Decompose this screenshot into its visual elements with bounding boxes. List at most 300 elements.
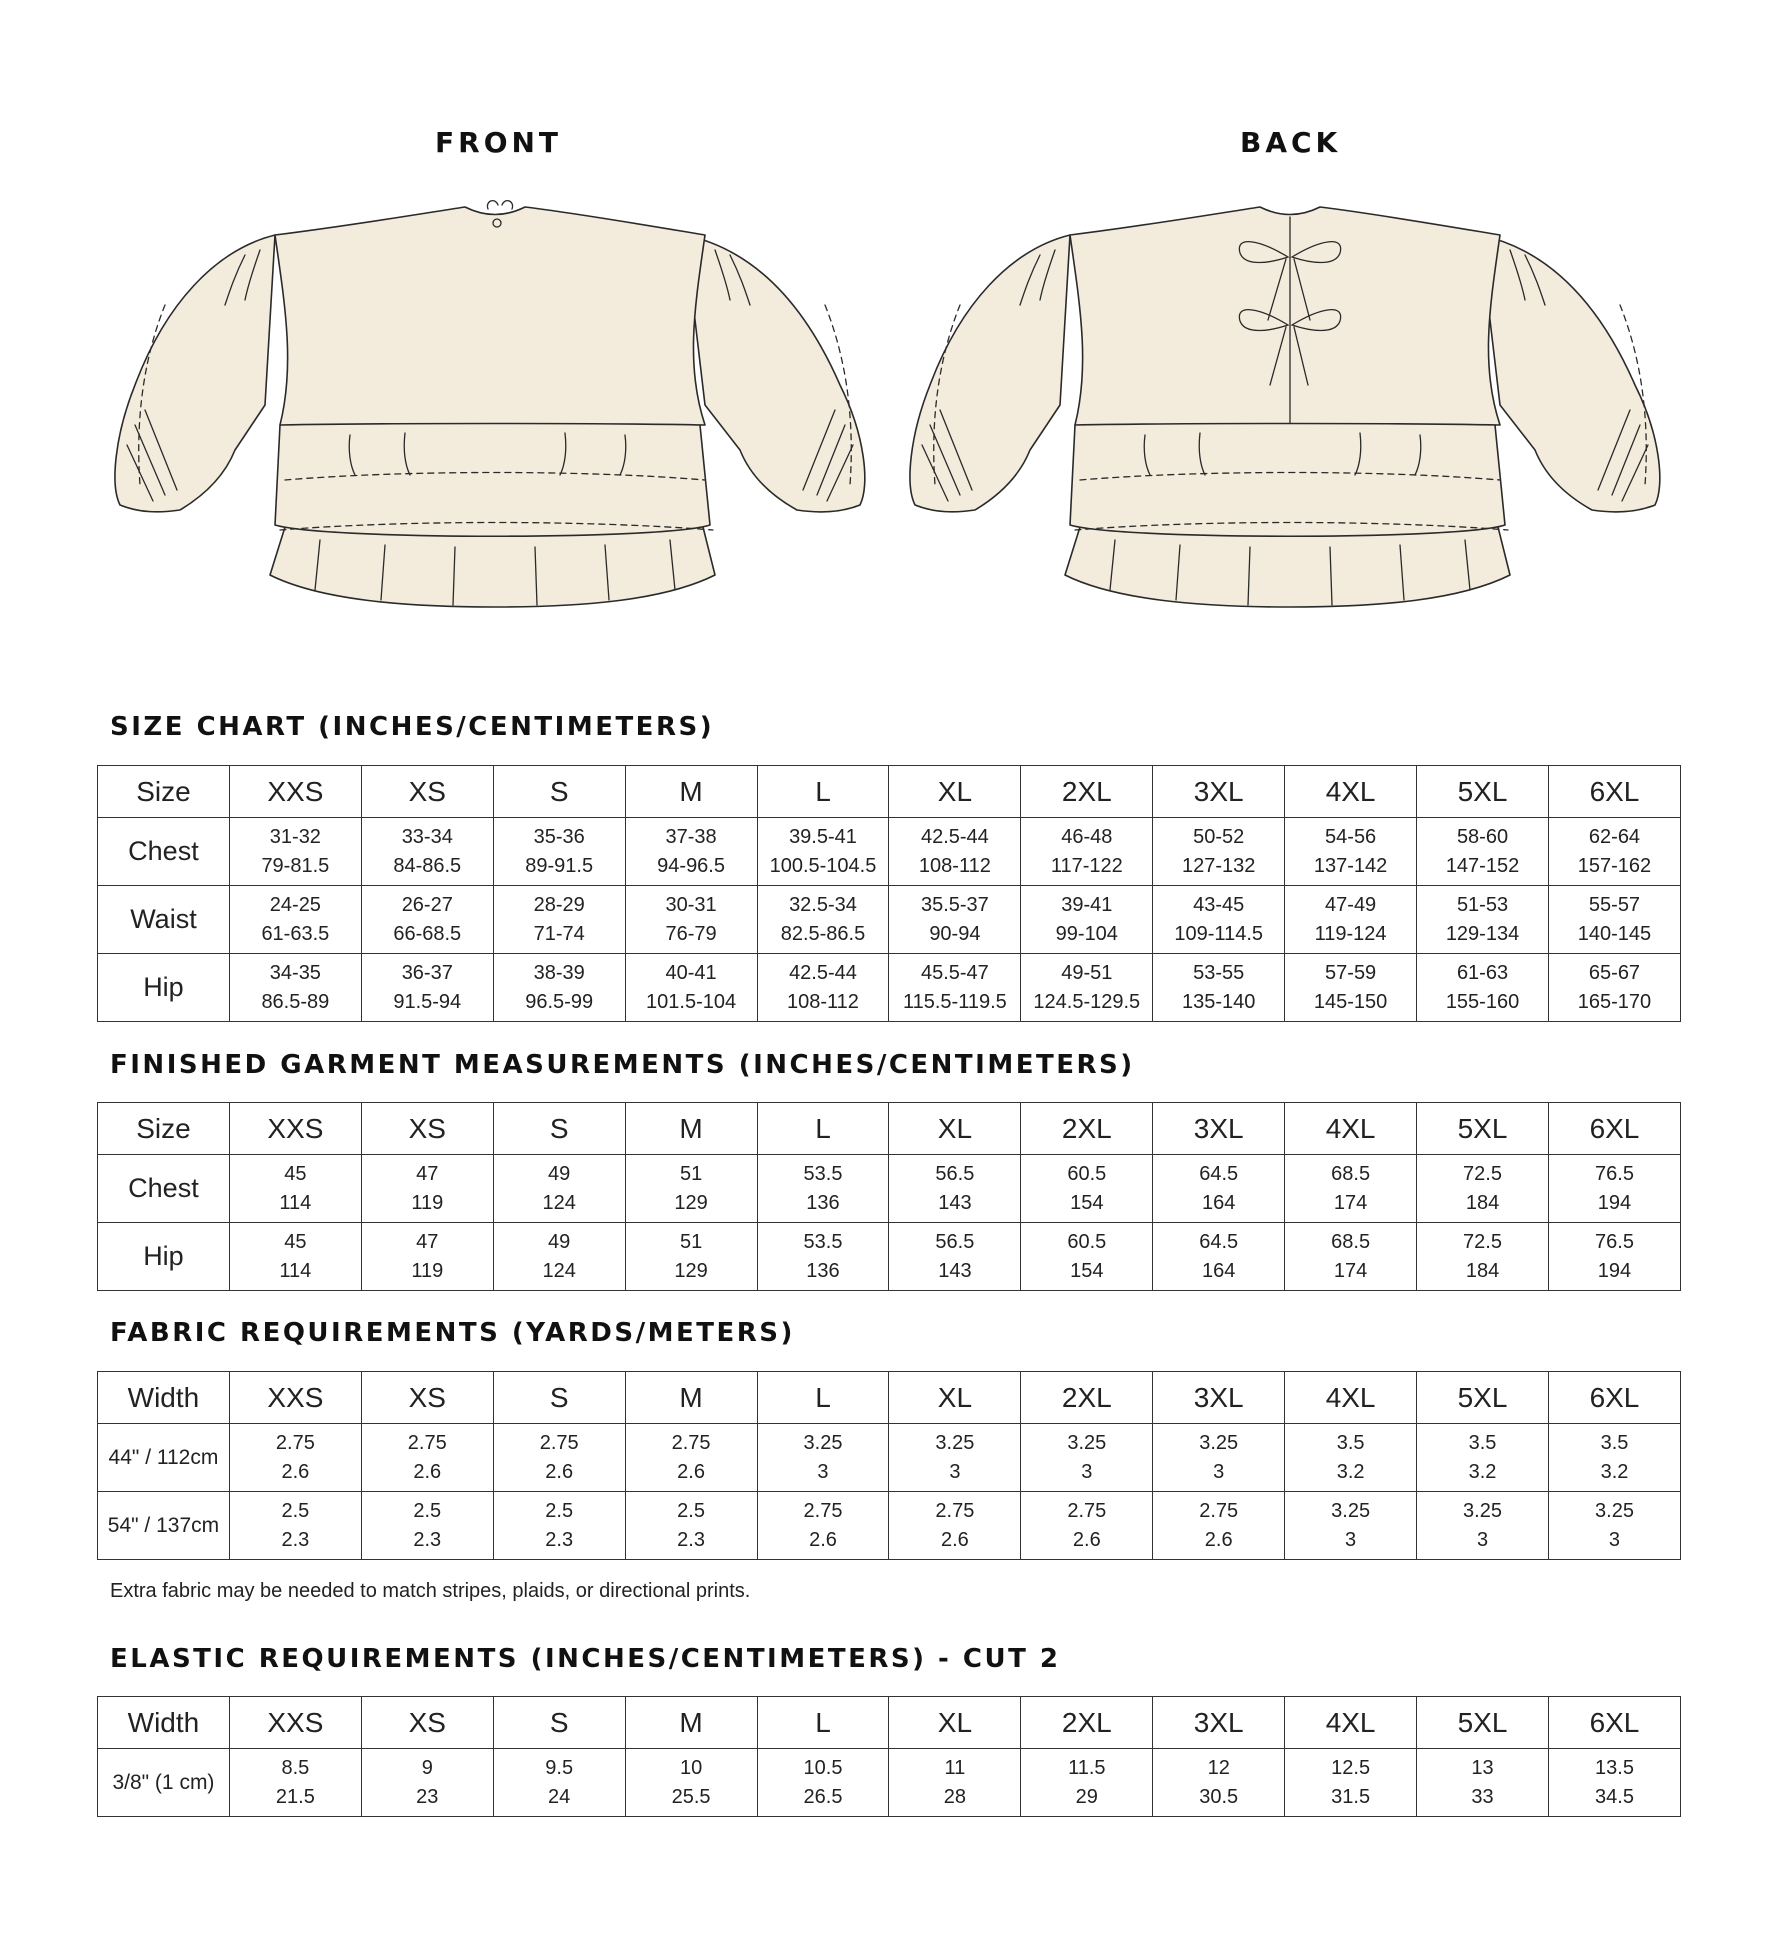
metric-value: 23 [416, 1785, 439, 1808]
table-header-row [98, 766, 1681, 818]
table-header-row [98, 1103, 1681, 1155]
metric-value: 89-91.5 [525, 854, 594, 877]
value-cell [1548, 954, 1680, 1022]
value-cell [493, 954, 625, 1022]
value-cell [361, 886, 493, 954]
metric-value: 71-74 [533, 922, 585, 945]
imperial-value: 37-38 [665, 825, 717, 848]
imperial-value: 34-35 [269, 961, 321, 984]
metric-value: 82.5-86.5 [780, 922, 866, 945]
value-cell [889, 1424, 1021, 1492]
value-cell [1417, 954, 1549, 1022]
value-cell [229, 886, 361, 954]
metric-value: 124 [542, 1259, 576, 1282]
value-cell [493, 886, 625, 954]
imperial-value: 62-64 [1588, 825, 1641, 848]
header-label-cell: Size [98, 1103, 230, 1155]
metric-value: 3 [1213, 1460, 1225, 1483]
imperial-value: 56.5 [935, 1230, 975, 1253]
table-row [98, 1155, 1681, 1223]
header-size-cell: XS [361, 1697, 493, 1749]
metric-value: 26.5 [803, 1785, 843, 1808]
metric-value: 174 [1333, 1191, 1368, 1214]
value-cell [1285, 886, 1417, 954]
metric-value: 129-134 [1445, 922, 1520, 945]
value-cell [1548, 1155, 1680, 1223]
imperial-value: 10.5 [803, 1756, 843, 1779]
metric-value: 136 [806, 1191, 840, 1214]
value-cell [229, 818, 361, 886]
header-size-cell: M [625, 1103, 757, 1155]
metric-value: 135-140 [1182, 990, 1256, 1013]
value-cell [1548, 1749, 1680, 1817]
value-cell [757, 1155, 889, 1223]
imperial-value: 3.25 [1331, 1499, 1371, 1522]
imperial-value: 32.5-34 [789, 893, 857, 916]
table-header-row [98, 1372, 1681, 1424]
value-cell [625, 1749, 757, 1817]
metric-value: 86.5-89 [261, 990, 330, 1013]
imperial-value: 47-49 [1325, 893, 1377, 916]
imperial-value: 40-41 [665, 961, 717, 984]
metric-value: 124 [542, 1191, 576, 1214]
metric-value: 79-81.5 [261, 854, 330, 877]
metric-value: 164 [1202, 1259, 1236, 1282]
header-size-cell: XXS [229, 1103, 361, 1155]
imperial-value: 56.5 [935, 1162, 975, 1185]
imperial-value: 35-36 [533, 825, 585, 848]
header-size-cell: 4XL [1285, 1697, 1417, 1749]
value-cell [493, 1223, 625, 1291]
value-cell [625, 886, 757, 954]
metric-value: 124.5-129.5 [1033, 990, 1141, 1013]
value-cell [1285, 1155, 1417, 1223]
header-size-cell: M [625, 766, 757, 818]
header-size-cell: XXS [229, 1372, 361, 1424]
metric-value: 94-96.5 [657, 854, 725, 877]
header-size-cell: S [493, 1697, 625, 1749]
imperial-value: 50-52 [1193, 825, 1245, 848]
imperial-value: 3.5 [1468, 1431, 1497, 1454]
header-size-cell: XL [889, 1103, 1021, 1155]
value-cell [625, 818, 757, 886]
metric-value: 108-112 [787, 990, 859, 1013]
metric-value: 136 [806, 1259, 840, 1282]
value-cell [1548, 886, 1680, 954]
header-size-cell: S [493, 766, 625, 818]
imperial-value: 3.5 [1600, 1431, 1629, 1454]
imperial-value: 13.5 [1595, 1756, 1634, 1779]
imperial-value: 30-31 [665, 893, 717, 916]
metric-value: 143 [938, 1259, 972, 1282]
metric-value: 101.5-104 [646, 990, 737, 1013]
value-cell [1153, 1749, 1285, 1817]
imperial-value: 3.5 [1336, 1431, 1365, 1454]
value-cell [493, 1424, 625, 1492]
imperial-value: 2.5 [677, 1499, 705, 1522]
imperial-value: 2.5 [545, 1499, 574, 1522]
value-cell [889, 1155, 1021, 1223]
imperial-value: 13 [1471, 1756, 1494, 1779]
imperial-value: 57-59 [1325, 961, 1377, 984]
metric-value: 3 [949, 1460, 961, 1483]
metric-value: 114 [279, 1191, 312, 1214]
metric-value: 66-68.5 [393, 922, 462, 945]
metric-value: 61-63.5 [261, 922, 330, 945]
table-row [98, 1749, 1681, 1817]
imperial-value: 2.5 [281, 1499, 310, 1522]
metric-value: 164 [1202, 1191, 1236, 1214]
row-label-cell: Hip [98, 1223, 230, 1291]
metric-value: 2.6 [940, 1528, 969, 1551]
header-size-cell: XS [361, 1103, 493, 1155]
header-size-cell: 5XL [1417, 1372, 1549, 1424]
metric-value: 91.5-94 [393, 990, 462, 1013]
imperial-value: 51 [679, 1162, 703, 1185]
metric-value: 33 [1471, 1785, 1494, 1808]
metric-value: 119 [411, 1191, 444, 1214]
value-cell [1153, 1223, 1285, 1291]
value-cell [229, 1749, 361, 1817]
header-label-cell: Width [98, 1697, 230, 1749]
metric-value: 115.5-119.5 [902, 990, 1007, 1013]
header-label-cell: Size [98, 766, 230, 818]
metric-value: 3.2 [1600, 1460, 1629, 1483]
imperial-value: 3.25 [1463, 1499, 1502, 1522]
metric-value: 3 [1476, 1528, 1489, 1551]
metric-value: 90-94 [929, 922, 981, 945]
imperial-value: 3.25 [1199, 1431, 1239, 1454]
header-size-cell: 6XL [1548, 1372, 1680, 1424]
metric-value: 137-142 [1313, 854, 1388, 877]
header-size-cell: 5XL [1417, 766, 1549, 818]
metric-value: 147-152 [1445, 854, 1520, 877]
imperial-value: 60.5 [1067, 1162, 1107, 1185]
metric-value: 99-104 [1055, 922, 1118, 945]
table-row [98, 818, 1681, 886]
value-cell [625, 1492, 757, 1560]
value-cell [493, 1749, 625, 1817]
elastic-requirements-title: ELASTIC REQUIREMENTS (INCHES/CENTIMETERS) - CUT 2 [110, 1644, 1061, 1674]
imperial-value: 11.5 [1068, 1756, 1106, 1779]
metric-value: 117-122 [1050, 854, 1123, 877]
header-size-cell: L [757, 1103, 889, 1155]
header-size-cell: 6XL [1548, 1103, 1680, 1155]
imperial-value: 49-51 [1061, 961, 1113, 984]
header-size-cell: 2XL [1021, 766, 1153, 818]
imperial-value: 12.5 [1331, 1756, 1371, 1779]
value-cell [625, 1155, 757, 1223]
header-size-cell: L [757, 1372, 889, 1424]
imperial-value: 49 [548, 1230, 571, 1253]
imperial-value: 60.5 [1067, 1230, 1107, 1253]
metric-value: 76-79 [665, 922, 717, 945]
value-cell [1548, 1492, 1680, 1560]
header-size-cell: M [625, 1372, 757, 1424]
metric-value: 140-145 [1577, 922, 1652, 945]
value-cell [361, 1424, 493, 1492]
imperial-value: 3.25 [935, 1431, 975, 1454]
imperial-value: 54-56 [1325, 825, 1377, 848]
metric-value: 2.6 [809, 1528, 837, 1551]
value-cell [1417, 1492, 1549, 1560]
value-cell [493, 818, 625, 886]
header-size-cell: 4XL [1285, 766, 1417, 818]
imperial-value: 39-41 [1061, 893, 1113, 916]
value-cell [625, 1223, 757, 1291]
value-cell [1285, 954, 1417, 1022]
metric-value: 2.3 [545, 1528, 574, 1551]
metric-value: 145-150 [1313, 990, 1388, 1013]
value-cell [889, 1492, 1021, 1560]
header-size-cell: 6XL [1548, 1697, 1680, 1749]
header-size-cell: S [493, 1103, 625, 1155]
metric-value: 96.5-99 [525, 990, 594, 1013]
imperial-value: 46-48 [1061, 825, 1113, 848]
header-size-cell: XL [889, 1697, 1021, 1749]
header-size-cell: 5XL [1417, 1697, 1549, 1749]
metric-value: 2.3 [281, 1528, 310, 1551]
finished-measurements-title: FINISHED GARMENT MEASUREMENTS (INCHES/CENTIMETERS) [110, 1050, 1135, 1080]
header-size-cell: 2XL [1021, 1697, 1153, 1749]
value-cell [1285, 1424, 1417, 1492]
row-label-cell: 54" / 137cm [98, 1492, 230, 1560]
back-garment-illustration [900, 195, 1680, 615]
value-cell [1153, 1155, 1285, 1223]
value-cell [889, 1749, 1021, 1817]
value-cell [1417, 886, 1549, 954]
metric-value: 31.5 [1331, 1785, 1371, 1808]
metric-value: 3.2 [1468, 1460, 1497, 1483]
imperial-value: 68.5 [1331, 1230, 1371, 1253]
value-cell [361, 1492, 493, 1560]
table-row [98, 886, 1681, 954]
metric-value: 184 [1465, 1259, 1500, 1282]
row-label-cell: Hip [98, 954, 230, 1022]
metric-value: 2.3 [677, 1528, 705, 1551]
value-cell [1021, 886, 1153, 954]
value-cell [1285, 1223, 1417, 1291]
metric-value: 194 [1597, 1259, 1632, 1282]
header-size-cell: L [757, 1697, 889, 1749]
imperial-value: 49 [548, 1162, 571, 1185]
metric-value: 127-132 [1182, 854, 1256, 877]
header-label-cell: Width [98, 1372, 230, 1424]
imperial-value: 47 [416, 1162, 439, 1185]
value-cell [1548, 818, 1680, 886]
imperial-value: 24-25 [269, 893, 321, 916]
front-view-label: FRONT [435, 126, 563, 159]
metric-value: 114 [279, 1259, 312, 1282]
fabric-note: Extra fabric may be needed to match stripes, plaids, or directional prints. [110, 1580, 751, 1602]
value-cell [1548, 1223, 1680, 1291]
imperial-value: 8.5 [281, 1756, 310, 1779]
imperial-value: 11 [944, 1756, 966, 1779]
value-cell [1021, 954, 1153, 1022]
metric-value: 119 [411, 1259, 444, 1282]
value-cell [361, 1749, 493, 1817]
imperial-value: 26-27 [401, 893, 453, 916]
imperial-value: 3.25 [1067, 1431, 1107, 1454]
metric-value: 24 [548, 1785, 571, 1808]
metric-value: 154 [1070, 1259, 1104, 1282]
imperial-value: 36-37 [401, 961, 453, 984]
imperial-value: 42.5-44 [789, 961, 857, 984]
header-size-cell: 3XL [1153, 1372, 1285, 1424]
value-cell [1417, 1223, 1549, 1291]
value-cell [1021, 1749, 1153, 1817]
metric-value: 2.6 [677, 1460, 705, 1483]
metric-value: 30.5 [1199, 1785, 1239, 1808]
imperial-value: 3.25 [803, 1431, 843, 1454]
imperial-value: 45 [284, 1230, 307, 1253]
value-cell [889, 1223, 1021, 1291]
header-size-cell: L [757, 766, 889, 818]
imperial-value: 10 [679, 1756, 703, 1779]
value-cell [757, 1492, 889, 1560]
value-cell [1153, 1492, 1285, 1560]
imperial-value: 31-32 [269, 825, 321, 848]
imperial-value: 38-39 [533, 961, 585, 984]
metric-value: 2.3 [413, 1528, 442, 1551]
imperial-value: 53.5 [803, 1162, 843, 1185]
metric-value: 119-124 [1314, 922, 1387, 945]
value-cell [889, 886, 1021, 954]
value-cell [361, 818, 493, 886]
imperial-value: 72.5 [1463, 1162, 1502, 1185]
imperial-value: 45.5-47 [920, 961, 989, 984]
metric-value: 129 [674, 1191, 708, 1214]
header-size-cell: 5XL [1417, 1103, 1549, 1155]
value-cell [229, 1155, 361, 1223]
table-row [98, 954, 1681, 1022]
front-garment-illustration [105, 195, 885, 615]
imperial-value: 2.75 [275, 1431, 315, 1454]
metric-value: 155-160 [1445, 990, 1520, 1013]
imperial-value: 33-34 [401, 825, 453, 848]
metric-value: 165-170 [1577, 990, 1652, 1013]
header-size-cell: XXS [229, 1697, 361, 1749]
metric-value: 25.5 [671, 1785, 711, 1808]
value-cell [757, 1223, 889, 1291]
value-cell [1021, 1155, 1153, 1223]
imperial-value: 47 [416, 1230, 439, 1253]
value-cell [1153, 1424, 1285, 1492]
metric-value: 184 [1465, 1191, 1500, 1214]
value-cell [229, 1424, 361, 1492]
value-cell [1153, 954, 1285, 1022]
value-cell [361, 954, 493, 1022]
row-label-cell: 3/8" (1 cm) [98, 1749, 230, 1817]
size-chart-table [97, 765, 1681, 1022]
value-cell [229, 954, 361, 1022]
value-cell [757, 886, 889, 954]
header-size-cell: 3XL [1153, 1697, 1285, 1749]
header-size-cell: 2XL [1021, 1103, 1153, 1155]
imperial-value: 2.75 [539, 1431, 579, 1454]
metric-value: 194 [1597, 1191, 1632, 1214]
value-cell [757, 1424, 889, 1492]
elastic-requirements-table [97, 1696, 1681, 1817]
row-label-cell: Waist [98, 886, 230, 954]
back-view-label: BACK [1240, 126, 1342, 159]
metric-value: 28 [943, 1785, 967, 1808]
imperial-value: 68.5 [1331, 1162, 1371, 1185]
value-cell [1285, 818, 1417, 886]
value-cell [889, 818, 1021, 886]
value-cell [1021, 1492, 1153, 1560]
value-cell [1417, 1155, 1549, 1223]
imperial-value: 2.75 [671, 1431, 711, 1454]
value-cell [1153, 818, 1285, 886]
imperial-value: 58-60 [1456, 825, 1509, 848]
imperial-value: 53-55 [1193, 961, 1245, 984]
imperial-value: 2.75 [407, 1431, 447, 1454]
header-size-cell: M [625, 1697, 757, 1749]
value-cell [625, 1424, 757, 1492]
value-cell [757, 818, 889, 886]
value-cell [625, 954, 757, 1022]
imperial-value: 2.75 [1067, 1499, 1107, 1522]
metric-value: 21.5 [275, 1785, 315, 1808]
imperial-value: 35.5-37 [920, 893, 989, 916]
table-row [98, 1223, 1681, 1291]
row-label-cell: Chest [98, 818, 230, 886]
imperial-value: 45 [284, 1162, 307, 1185]
metric-value: 2.6 [281, 1460, 310, 1483]
size-chart-title: SIZE CHART (INCHES/CENTIMETERS) [110, 712, 715, 742]
fabric-requirements-title: FABRIC REQUIREMENTS (YARDS/METERS) [110, 1318, 795, 1348]
value-cell [229, 1223, 361, 1291]
metric-value: 2.6 [413, 1460, 442, 1483]
value-cell [493, 1492, 625, 1560]
metric-value: 129 [674, 1259, 708, 1282]
metric-value: 29 [1075, 1785, 1098, 1808]
header-size-cell: 6XL [1548, 766, 1680, 818]
value-cell [361, 1155, 493, 1223]
table-header-row [98, 1697, 1681, 1749]
value-cell [1417, 818, 1549, 886]
imperial-value: 55-57 [1588, 893, 1641, 916]
metric-value: 3.2 [1336, 1460, 1365, 1483]
value-cell [889, 954, 1021, 1022]
imperial-value: 9 [421, 1756, 433, 1779]
imperial-value: 76.5 [1595, 1162, 1634, 1185]
imperial-value: 42.5-44 [920, 825, 989, 848]
imperial-value: 64.5 [1199, 1230, 1239, 1253]
header-size-cell: XXS [229, 766, 361, 818]
imperial-value: 72.5 [1463, 1230, 1502, 1253]
imperial-value: 9.5 [545, 1756, 574, 1779]
imperial-value: 2.5 [413, 1499, 442, 1522]
metric-value: 3 [817, 1460, 829, 1483]
metric-value: 157-162 [1577, 854, 1652, 877]
fabric-requirements-table [97, 1371, 1681, 1560]
imperial-value: 2.75 [1199, 1499, 1239, 1522]
table-row [98, 1424, 1681, 1492]
value-cell [757, 1749, 889, 1817]
metric-value: 2.6 [545, 1460, 574, 1483]
imperial-value: 12 [1207, 1756, 1230, 1779]
metric-value: 84-86.5 [393, 854, 462, 877]
header-size-cell: 4XL [1285, 1372, 1417, 1424]
value-cell [1285, 1492, 1417, 1560]
imperial-value: 3.25 [1595, 1499, 1634, 1522]
row-label-cell: 44" / 112cm [98, 1424, 230, 1492]
row-label-cell: Chest [98, 1155, 230, 1223]
metric-value: 3 [1345, 1528, 1357, 1551]
metric-value: 174 [1333, 1259, 1368, 1282]
